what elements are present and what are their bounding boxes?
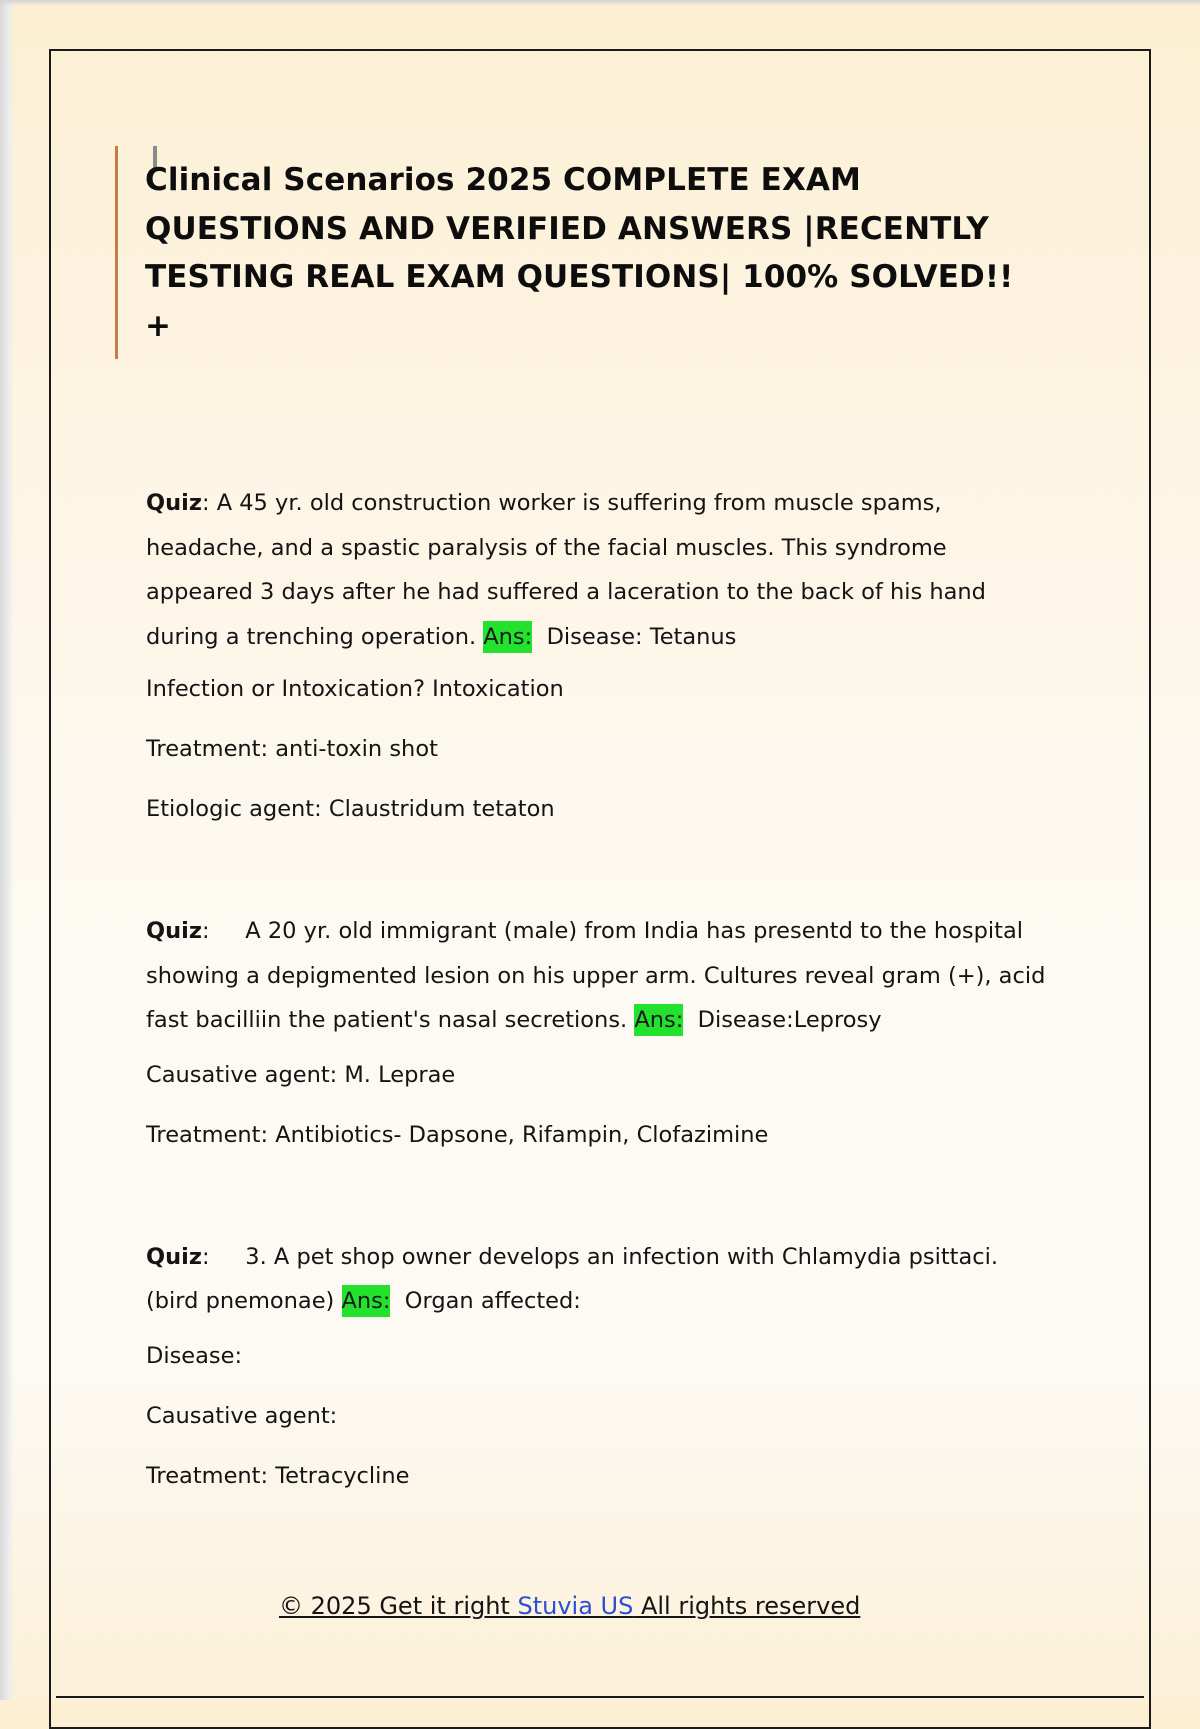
document-body xyxy=(146,481,1076,1491)
answer-highlight: Ans: xyxy=(342,1285,391,1317)
answer-highlight: Ans: xyxy=(634,1004,683,1036)
title-block xyxy=(115,146,1065,359)
quiz-text-line: fast bacilliin the patient's nasal secretions. xyxy=(146,1007,635,1033)
answer-text: Disease: Tetanus xyxy=(546,623,737,650)
title-line-4: + xyxy=(145,307,172,344)
page-bottom-rule xyxy=(56,1696,1144,1698)
quiz-text-line: headache, and a spastic paralysis of the facial muscles. This syndrome xyxy=(146,534,947,561)
quiz-1-detail[interactable]: Etiologic agent: Claustridum tetaton xyxy=(146,796,555,822)
quiz-1-question[interactable] xyxy=(146,481,1076,659)
quiz-label: Quiz xyxy=(146,1243,202,1270)
quiz-3-detail[interactable]: Causative agent: xyxy=(146,1402,338,1429)
quiz-text-line: : A 45 yr. old construction worker is suffering from muscle spams, xyxy=(201,490,942,516)
quiz-1-detail[interactable]: Infection or Intoxication? Intoxication xyxy=(146,676,564,702)
quiz-2-detail[interactable]: Causative agent: M. Leprae xyxy=(146,1061,456,1088)
quiz-2-detail[interactable]: Treatment: Antibiotics- Dapsone, Rifampin, Clofazimine xyxy=(146,1121,769,1148)
title-line-1: Clinical Scenarios 2025 COMPLETE EXAM xyxy=(145,162,861,198)
quiz-3-detail[interactable]: Disease: xyxy=(146,1342,243,1369)
quiz-text-line: appeared 3 days after he had suffered a laceration to the back of his hand xyxy=(146,579,986,605)
quiz-3-question[interactable] xyxy=(146,1235,1076,1324)
answer-highlight: Ans: xyxy=(483,621,532,653)
quiz-label: Quiz xyxy=(146,490,202,516)
title-line-3: TESTING REAL EXAM QUESTIONS| 100% SOLVED!! xyxy=(145,259,1014,295)
stuvia-link[interactable]: Stuvia US xyxy=(517,1592,634,1620)
quiz-2-question[interactable] xyxy=(146,909,1076,1043)
quiz-text-line: (bird pnemonae) xyxy=(146,1288,342,1314)
title-line-2: QUESTIONS AND VERIFIED ANSWERS |RECENTLY xyxy=(145,210,989,247)
answer-text: Disease:Leprosy xyxy=(697,1007,882,1033)
quiz-label: Quiz xyxy=(146,918,202,944)
copyright-footer xyxy=(279,1592,860,1620)
quiz-text-line: : 3. A pet shop owner develops an infection with Chlamydia psittaci. xyxy=(201,1243,999,1270)
quiz-text-line: showing a depigmented lesion on his upper arm. Cultures reveal gram (+), acid xyxy=(146,962,1046,989)
footer-prefix: © 2025 Get it right xyxy=(279,1592,518,1620)
answer-text: Organ affected: xyxy=(404,1288,581,1314)
page-left-shadow xyxy=(0,0,14,1700)
document-title[interactable] xyxy=(145,156,1065,350)
quiz-text-line: : A 20 yr. old immigrant (male) from India has presentd to the hospital xyxy=(201,918,1024,944)
quiz-1-detail[interactable]: Treatment: anti-toxin shot xyxy=(146,736,438,762)
page-top-shadow xyxy=(0,0,1200,6)
footer-suffix: All rights reserved xyxy=(633,1592,861,1620)
quiz-text-line: during a trenching operation. xyxy=(146,623,484,650)
quiz-3-detail[interactable]: Treatment: Tetracycline xyxy=(146,1462,410,1489)
